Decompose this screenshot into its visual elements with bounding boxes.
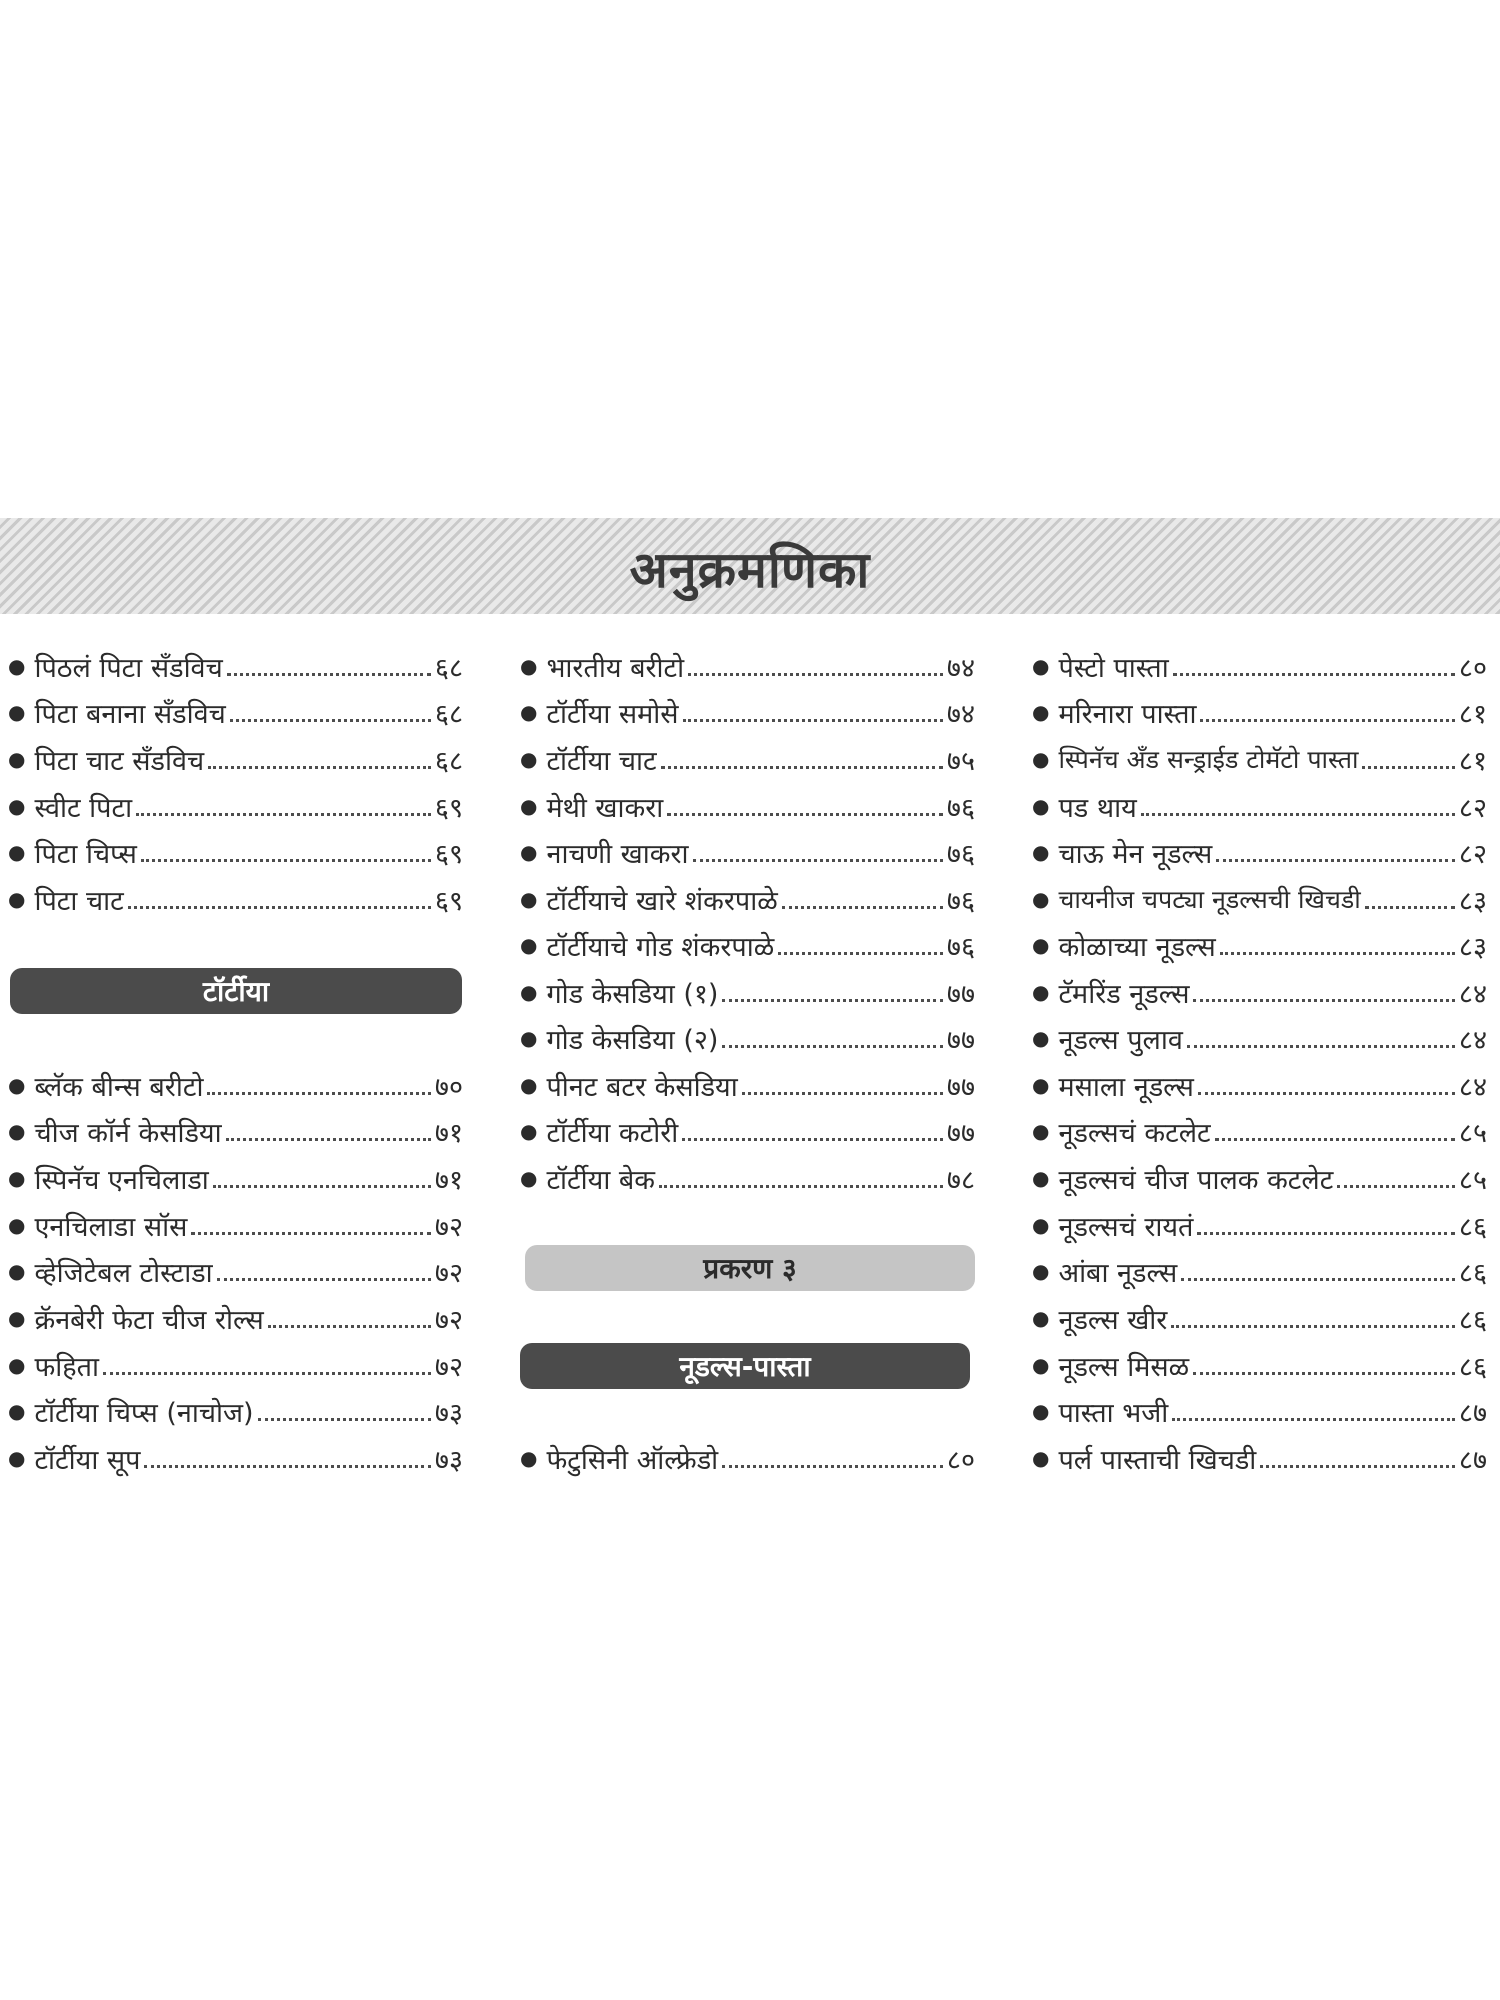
toc-entry[interactable] — [1032, 1438, 1487, 1478]
bullet-icon: ● — [1032, 1399, 1050, 1423]
toc-entry[interactable] — [8, 1111, 463, 1151]
dot-leader — [682, 1138, 943, 1141]
entry-page: ७० — [434, 1071, 463, 1103]
bullet-icon: ● — [1032, 700, 1050, 724]
entry-label: नूडल्स मिसळ — [1058, 1351, 1190, 1383]
entry-label: ब्लॅक बीन्स बरीटो — [34, 1071, 204, 1103]
toc-entry[interactable] — [1032, 1065, 1487, 1105]
entry-page: ८३ — [1458, 885, 1487, 917]
bullet-icon: ● — [520, 933, 538, 957]
dot-leader — [722, 1045, 942, 1048]
entry-page: ७७ — [946, 1024, 975, 1056]
entry-page: ७२ — [434, 1211, 463, 1243]
entry-page: ७४ — [946, 698, 975, 730]
entry-label: चायनीज चपट्या नूडल्सची खिचडी — [1058, 885, 1361, 914]
dot-leader — [1197, 1232, 1454, 1235]
entry-page: ८७ — [1458, 1397, 1487, 1429]
bullet-icon: ● — [8, 1446, 26, 1470]
bullet-icon: ● — [1032, 794, 1050, 818]
entry-page: ७७ — [946, 978, 975, 1010]
bullet-icon: ● — [520, 1119, 538, 1143]
toc-entry[interactable] — [1032, 1298, 1487, 1338]
toc-entry[interactable] — [1032, 646, 1487, 686]
bullet-icon: ● — [8, 1399, 26, 1423]
dot-leader — [1198, 1092, 1455, 1095]
dot-leader — [683, 719, 943, 722]
dot-leader — [659, 1185, 943, 1188]
entry-page: ८३ — [1458, 931, 1487, 963]
entry-label: पिटा बनाना सँडविच — [34, 698, 226, 730]
entry-label: नूडल्स पुलाव — [1058, 1024, 1183, 1056]
bullet-icon: ● — [1032, 1026, 1050, 1050]
entry-label: पिठलं पिटा सँडविच — [34, 652, 223, 684]
entry-label: टॉर्टीया बेक — [546, 1164, 656, 1196]
entry-label: नूडल्स खीर — [1058, 1304, 1168, 1336]
toc-entry[interactable] — [8, 1438, 463, 1478]
entry-label: टॉर्टीयाचे खारे शंकरपाळे — [546, 885, 778, 917]
entry-label: व्हेजिटेबल टोस्टाडा — [34, 1257, 213, 1289]
toc-entry[interactable] — [8, 1391, 463, 1431]
entry-label: पीनट बटर केसडिया — [546, 1071, 738, 1103]
bullet-icon: ● — [8, 840, 26, 864]
entry-page: ६९ — [434, 838, 463, 870]
bullet-icon: ● — [1032, 887, 1050, 911]
entry-label: पेस्टो पास्ता — [1058, 652, 1169, 684]
toc-entry[interactable] — [1032, 879, 1487, 919]
bullet-icon: ● — [1032, 1353, 1050, 1377]
toc-entry[interactable] — [8, 1158, 463, 1198]
bullet-icon: ● — [1032, 840, 1050, 864]
entry-page: ७६ — [946, 885, 975, 917]
dot-leader — [742, 1092, 943, 1095]
dot-leader — [103, 1372, 431, 1375]
toc-entry[interactable] — [8, 692, 463, 732]
entry-page: ८४ — [1458, 1024, 1487, 1056]
dot-leader — [144, 1465, 430, 1468]
entry-label: स्पिनॅच एनचिलाडा — [34, 1164, 209, 1196]
entry-label: टॅमरिंड नूडल्स — [1058, 978, 1190, 1010]
dot-leader — [778, 952, 943, 955]
entry-label: पिटा चिप्स — [34, 838, 137, 870]
dot-leader — [1220, 952, 1455, 955]
toc-entry[interactable] — [1032, 972, 1487, 1012]
dot-leader — [213, 1185, 431, 1188]
entry-page: ८४ — [1458, 978, 1487, 1010]
toc-entry[interactable] — [8, 1345, 463, 1385]
dot-leader — [1215, 1138, 1455, 1141]
entry-page: ६८ — [434, 698, 463, 730]
toc-entry[interactable] — [8, 1205, 463, 1245]
dot-leader — [258, 1418, 431, 1421]
entry-page: ६८ — [434, 745, 463, 777]
entry-page: ६९ — [434, 792, 463, 824]
dot-leader — [1362, 766, 1454, 769]
entry-label: फहिता — [34, 1351, 99, 1383]
entry-label: टॉर्टीया चिप्स (नाचोज) — [34, 1397, 254, 1429]
entry-label: चाऊ मेन नूडल्स — [1058, 838, 1213, 870]
entry-page: ८५ — [1458, 1164, 1487, 1196]
dot-leader — [226, 1138, 431, 1141]
entry-page: ७७ — [946, 1071, 975, 1103]
entry-label: टॉर्टीया कटोरी — [546, 1117, 679, 1149]
bullet-icon: ● — [1032, 1306, 1050, 1330]
entry-label: टॉर्टीया समोसे — [546, 698, 679, 730]
toc-entry[interactable] — [8, 646, 463, 686]
entry-page: ८२ — [1458, 792, 1487, 824]
bullet-icon: ● — [8, 1353, 26, 1377]
bullet-icon: ● — [520, 747, 538, 771]
section-heading-tortilla[interactable]: टॉर्टीया — [10, 968, 462, 1014]
dot-leader — [661, 766, 943, 769]
entry-label: मेथी खाकरा — [546, 792, 664, 824]
dot-leader — [1187, 1045, 1455, 1048]
chapter-heading[interactable]: प्रकरण ३ — [525, 1245, 975, 1291]
entry-label: स्वीट पिटा — [34, 792, 133, 824]
entry-label: कोळाच्या नूडल्स — [1058, 931, 1216, 963]
entry-label: नूडल्सचं रायतं — [1058, 1211, 1194, 1243]
dot-leader — [1181, 1278, 1455, 1281]
entry-page: ८० — [946, 1444, 975, 1476]
entry-page: ७६ — [946, 792, 975, 824]
dot-leader — [207, 1092, 430, 1095]
bullet-icon: ● — [520, 887, 538, 911]
bullet-icon: ● — [1032, 1166, 1050, 1190]
toc-entry[interactable] — [520, 925, 975, 965]
toc-entry[interactable] — [1032, 1111, 1487, 1151]
bullet-icon: ● — [520, 1166, 538, 1190]
bullet-icon: ● — [8, 747, 26, 771]
entry-label: नाचणी खाकरा — [546, 838, 689, 870]
entry-label: टॉर्टीया सूप — [34, 1444, 141, 1476]
dot-leader — [230, 719, 431, 722]
dot-leader — [141, 859, 431, 862]
toc-entry[interactable] — [8, 739, 463, 779]
bullet-icon: ● — [8, 1259, 26, 1283]
dot-leader — [782, 906, 943, 909]
dot-leader — [1171, 1325, 1455, 1328]
entry-page: ८५ — [1458, 1117, 1487, 1149]
toc-entry[interactable] — [1032, 1018, 1487, 1058]
toc-entry[interactable] — [520, 739, 975, 779]
entry-page: ७६ — [946, 931, 975, 963]
entry-label: पास्ता भजी — [1058, 1397, 1169, 1429]
toc-entry[interactable] — [1032, 1251, 1487, 1291]
entry-page: ८१ — [1458, 698, 1487, 730]
toc-entry[interactable] — [520, 1018, 975, 1058]
dot-leader — [1337, 1185, 1455, 1188]
entry-label: टॉर्टीया चाट — [546, 745, 657, 777]
entry-page: ७६ — [946, 838, 975, 870]
toc-entry[interactable] — [520, 1438, 975, 1478]
bullet-icon: ● — [520, 700, 538, 724]
entry-label: पर्ल पास्ताची खिचडी — [1058, 1444, 1257, 1476]
entry-label: भारतीय बरीटो — [546, 652, 685, 684]
entry-page: ७३ — [434, 1444, 463, 1476]
bullet-icon: ● — [520, 1026, 538, 1050]
bullet-icon: ● — [1032, 1446, 1050, 1470]
entry-label: मसाला नूडल्स — [1058, 1071, 1194, 1103]
dot-leader — [1193, 1372, 1455, 1375]
entry-label: गोड केसडिया (२) — [546, 1024, 719, 1056]
bullet-icon: ● — [8, 1119, 26, 1143]
entry-label: आंबा नूडल्स — [1058, 1257, 1178, 1289]
bullet-icon: ● — [8, 1306, 26, 1330]
toc-entry[interactable] — [8, 879, 463, 919]
toc-entry[interactable] — [8, 786, 463, 826]
toc-entry[interactable] — [1032, 925, 1487, 965]
entry-page: ८१ — [1458, 745, 1487, 777]
entry-label: मरिनारा पास्ता — [1058, 698, 1197, 730]
entry-label: एनचिलाडा सॉस — [34, 1211, 188, 1243]
bullet-icon: ● — [8, 794, 26, 818]
entry-label: गोड केसडिया (१) — [546, 978, 719, 1010]
entry-page: ८० — [1458, 652, 1487, 684]
entry-label: पिटा चाट सँडविच — [34, 745, 205, 777]
dot-leader — [136, 813, 431, 816]
bullet-icon: ● — [1032, 980, 1050, 1004]
bullet-icon: ● — [520, 654, 538, 678]
entry-page: ८६ — [1458, 1304, 1487, 1336]
bullet-icon: ● — [1032, 747, 1050, 771]
dot-leader — [667, 813, 943, 816]
bullet-icon: ● — [8, 1166, 26, 1190]
toc-entry[interactable] — [1032, 1391, 1487, 1431]
toc-entry[interactable] — [8, 832, 463, 872]
entry-page: ८६ — [1458, 1211, 1487, 1243]
toc-entry[interactable] — [1032, 786, 1487, 826]
bullet-icon: ● — [520, 980, 538, 1004]
dot-leader — [722, 1465, 943, 1468]
bullet-icon: ● — [1032, 1259, 1050, 1283]
toc-entry[interactable] — [1032, 692, 1487, 732]
entry-page: ७१ — [434, 1117, 463, 1149]
dot-leader — [722, 999, 942, 1002]
toc-entry[interactable] — [520, 972, 975, 1012]
entry-label: फेटुसिनी ऑल्फ्रेडो — [546, 1444, 719, 1476]
entry-label: स्पिनॅच अँड सन्ड्राईड टोमॅटो पास्ता — [1058, 745, 1359, 774]
entry-label: नूडल्सचं कटलेट — [1058, 1117, 1211, 1149]
bullet-icon: ● — [520, 1446, 538, 1470]
bullet-icon: ● — [8, 1213, 26, 1237]
toc-entry[interactable] — [520, 1065, 975, 1105]
toc-entry[interactable] — [8, 1298, 463, 1338]
toc-entry[interactable] — [8, 1065, 463, 1105]
entry-page: ८६ — [1458, 1351, 1487, 1383]
entry-label: पिटा चाट — [34, 885, 124, 917]
toc-entry[interactable] — [520, 832, 975, 872]
dot-leader — [688, 673, 943, 676]
dot-leader — [128, 906, 431, 909]
entry-page: ८७ — [1458, 1444, 1487, 1476]
toc-entry[interactable] — [1032, 1158, 1487, 1198]
entry-page: ७४ — [946, 652, 975, 684]
section-heading-noodles-pasta[interactable]: नूडल्स-पास्ता — [520, 1343, 970, 1389]
dot-leader — [1365, 906, 1455, 909]
entry-page: ७१ — [434, 1164, 463, 1196]
dot-leader — [1260, 1465, 1455, 1468]
dot-leader — [1216, 859, 1455, 862]
page-title: अनुक्रमणिका — [629, 540, 871, 599]
dot-leader — [1172, 1418, 1455, 1421]
entry-page: ७८ — [946, 1164, 975, 1196]
toc-entry[interactable] — [1032, 739, 1487, 779]
bullet-icon: ● — [520, 794, 538, 818]
bullet-icon: ● — [8, 654, 26, 678]
bullet-icon: ● — [1032, 1119, 1050, 1143]
toc-entry[interactable] — [520, 1111, 975, 1151]
toc-entry[interactable] — [1032, 1345, 1487, 1385]
bullet-icon: ● — [520, 1073, 538, 1097]
entry-page: ८४ — [1458, 1071, 1487, 1103]
toc-entry[interactable] — [1032, 832, 1487, 872]
entry-page: ७३ — [434, 1397, 463, 1429]
entry-label: चीज कॉर्न केसडिया — [34, 1117, 222, 1149]
dot-leader — [1193, 999, 1454, 1002]
entry-page: ८२ — [1458, 838, 1487, 870]
toc-entry[interactable] — [8, 1251, 463, 1291]
bullet-icon: ● — [1032, 1073, 1050, 1097]
dot-leader — [208, 766, 431, 769]
toc-entry[interactable] — [520, 692, 975, 732]
bullet-icon: ● — [1032, 654, 1050, 678]
bullet-icon: ● — [1032, 933, 1050, 957]
entry-page: ७२ — [434, 1304, 463, 1336]
dot-leader — [1200, 719, 1454, 722]
entry-page: ७५ — [946, 745, 975, 777]
toc-entry[interactable] — [520, 786, 975, 826]
dot-leader — [693, 859, 943, 862]
entry-page: ८६ — [1458, 1257, 1487, 1289]
entry-page: ७२ — [434, 1351, 463, 1383]
dot-leader — [268, 1325, 431, 1328]
bullet-icon: ● — [8, 887, 26, 911]
entry-page: ७२ — [434, 1257, 463, 1289]
dot-leader — [1173, 673, 1455, 676]
bullet-icon: ● — [8, 700, 26, 724]
entry-label: क्रॅनबेरी फेटा चीज रोल्स — [34, 1304, 264, 1336]
entry-label: टॉर्टीयाचे गोड शंकरपाळे — [546, 931, 775, 963]
entry-page: ६९ — [434, 885, 463, 917]
toc-entry[interactable] — [520, 1158, 975, 1198]
bullet-icon: ● — [1032, 1213, 1050, 1237]
dot-leader — [217, 1278, 431, 1281]
bullet-icon: ● — [520, 840, 538, 864]
toc-entry[interactable] — [1032, 1205, 1487, 1245]
toc-entry[interactable] — [520, 646, 975, 686]
entry-label: पड थाय — [1058, 792, 1137, 824]
toc-entry[interactable] — [520, 879, 975, 919]
dot-leader — [227, 673, 431, 676]
entry-label: नूडल्सचं चीज पालक कटलेट — [1058, 1164, 1334, 1196]
entry-page: ७७ — [946, 1117, 975, 1149]
dot-leader — [191, 1232, 431, 1235]
bullet-icon: ● — [8, 1073, 26, 1097]
entry-page: ६८ — [434, 652, 463, 684]
dot-leader — [1141, 813, 1455, 816]
